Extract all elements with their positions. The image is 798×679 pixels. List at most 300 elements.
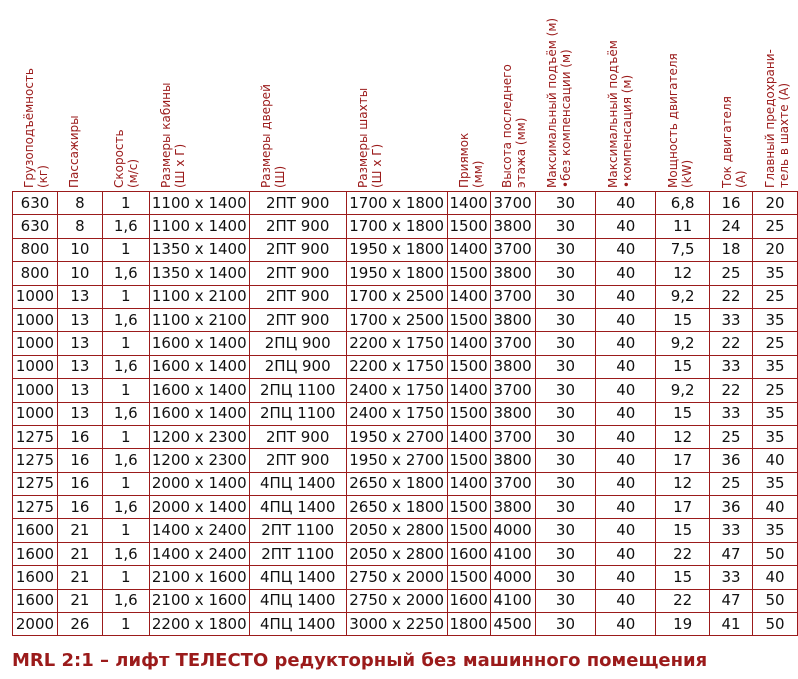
cell-passengers: 13 <box>57 379 102 402</box>
cell-passengers: 13 <box>57 308 102 331</box>
cell-top-floor-height: 3700 <box>490 332 535 355</box>
cell-shaft-size: 1700 x 1800 <box>346 192 447 215</box>
cell-max-rise-no-comp: 30 <box>535 449 596 472</box>
cell-shaft-size: 1950 x 1800 <box>346 238 447 261</box>
cell-top-floor-height: 4100 <box>490 542 535 565</box>
cell-pit-depth: 1500 <box>447 566 490 589</box>
cell-max-rise-no-comp: 30 <box>535 589 596 612</box>
cell-shaft-size: 2650 x 1800 <box>346 496 447 519</box>
cell-motor-current: 33 <box>710 308 753 331</box>
header-line: Главный предохрани- <box>763 49 777 188</box>
cell-load-capacity: 2000 <box>13 613 58 636</box>
cell-main-fuse: 20 <box>753 238 798 261</box>
cell-max-rise-no-comp: 30 <box>535 472 596 495</box>
header-speed <box>112 0 149 188</box>
cell-load-capacity: 1600 <box>13 519 58 542</box>
header-cabin-size <box>159 0 249 188</box>
cell-motor-power: 12 <box>656 425 710 448</box>
cell-max-rise-no-comp: 30 <box>535 308 596 331</box>
header-line: Размеры шахты <box>356 87 370 188</box>
cell-passengers: 21 <box>57 519 102 542</box>
cell-door-size: 4ПЦ 1400 <box>249 589 346 612</box>
cell-cabin-size: 1100 x 1400 <box>149 215 249 238</box>
cell-passengers: 10 <box>57 238 102 261</box>
cell-passengers: 16 <box>57 496 102 519</box>
cell-max-rise-comp: 40 <box>596 215 656 238</box>
cell-load-capacity: 1000 <box>13 332 58 355</box>
cell-motor-current: 25 <box>710 425 753 448</box>
cell-motor-power: 19 <box>656 613 710 636</box>
cell-door-size: 4ПЦ 1400 <box>249 496 346 519</box>
cell-passengers: 16 <box>57 472 102 495</box>
cell-cabin-size: 1400 x 2400 <box>149 519 249 542</box>
cell-speed: 1 <box>102 425 149 448</box>
cell-speed: 1 <box>102 472 149 495</box>
cell-motor-power: 17 <box>656 449 710 472</box>
cell-main-fuse: 40 <box>753 566 798 589</box>
header-line: •без компенсации (м) <box>559 49 573 188</box>
cell-motor-current: 47 <box>710 589 753 612</box>
cell-main-fuse: 25 <box>753 285 798 308</box>
cell-speed: 1 <box>102 566 149 589</box>
cell-load-capacity: 1275 <box>13 449 58 472</box>
cell-cabin-size: 2000 x 1400 <box>149 472 249 495</box>
cell-motor-power: 15 <box>656 402 710 425</box>
cell-max-rise-no-comp: 30 <box>535 379 596 402</box>
header-top-floor-height <box>500 0 535 188</box>
cell-max-rise-comp: 40 <box>596 519 656 542</box>
cell-max-rise-comp: 40 <box>596 542 656 565</box>
header-line: Высота последнего <box>500 64 514 188</box>
cell-main-fuse: 40 <box>753 496 798 519</box>
cell-pit-depth: 1500 <box>447 215 490 238</box>
cell-pit-depth: 1400 <box>447 238 490 261</box>
cell-main-fuse: 50 <box>753 613 798 636</box>
cell-max-rise-no-comp: 30 <box>535 425 596 448</box>
table-row <box>13 308 798 331</box>
table-row <box>13 192 798 215</box>
cell-motor-current: 25 <box>710 472 753 495</box>
cell-motor-power: 7,5 <box>656 238 710 261</box>
cell-shaft-size: 2050 x 2800 <box>346 542 447 565</box>
cell-passengers: 16 <box>57 449 102 472</box>
cell-cabin-size: 1400 x 2400 <box>149 542 249 565</box>
cell-max-rise-no-comp: 30 <box>535 285 596 308</box>
table-row <box>13 262 798 285</box>
cell-shaft-size: 1950 x 2700 <box>346 449 447 472</box>
cell-speed: 1,6 <box>102 589 149 612</box>
cell-speed: 1 <box>102 613 149 636</box>
cell-speed: 1,6 <box>102 215 149 238</box>
cell-motor-current: 25 <box>710 262 753 285</box>
cell-motor-current: 22 <box>710 379 753 402</box>
cell-pit-depth: 1600 <box>447 589 490 612</box>
header-line: (Ш x Г) <box>173 143 187 188</box>
cell-cabin-size: 2100 x 1600 <box>149 589 249 612</box>
cell-motor-power: 22 <box>656 542 710 565</box>
cell-max-rise-no-comp: 30 <box>535 542 596 565</box>
table-row <box>13 449 798 472</box>
cell-motor-current: 33 <box>710 566 753 589</box>
cell-pit-depth: 1500 <box>447 355 490 378</box>
cell-load-capacity: 800 <box>13 262 58 285</box>
cell-max-rise-comp: 40 <box>596 355 656 378</box>
cell-passengers: 21 <box>57 589 102 612</box>
cell-speed: 1 <box>102 379 149 402</box>
header-line: Ток двигателя <box>720 96 734 188</box>
cell-main-fuse: 35 <box>753 262 798 285</box>
cell-motor-power: 9,2 <box>656 285 710 308</box>
cell-door-size: 2ПТ 900 <box>249 449 346 472</box>
lift-spec-table <box>12 191 798 636</box>
cell-speed: 1,6 <box>102 308 149 331</box>
cell-pit-depth: 1600 <box>447 542 490 565</box>
cell-top-floor-height: 4100 <box>490 589 535 612</box>
table-row <box>13 613 798 636</box>
cell-top-floor-height: 3700 <box>490 472 535 495</box>
table-caption: MRL 2:1 – лифт ТЕЛЕСТО редукторный без машинного помещения <box>12 650 708 671</box>
cell-passengers: 13 <box>57 332 102 355</box>
cell-cabin-size: 1100 x 1400 <box>149 192 249 215</box>
cell-main-fuse: 35 <box>753 425 798 448</box>
cell-max-rise-no-comp: 30 <box>535 215 596 238</box>
header-line: Пассажиры <box>67 115 81 188</box>
cell-max-rise-comp: 40 <box>596 402 656 425</box>
cell-motor-power: 11 <box>656 215 710 238</box>
cell-top-floor-height: 3800 <box>490 355 535 378</box>
cell-shaft-size: 2650 x 1800 <box>346 472 447 495</box>
cell-motor-power: 15 <box>656 519 710 542</box>
cell-max-rise-comp: 40 <box>596 496 656 519</box>
cell-max-rise-comp: 40 <box>596 285 656 308</box>
cell-passengers: 21 <box>57 566 102 589</box>
cell-cabin-size: 2000 x 1400 <box>149 496 249 519</box>
cell-main-fuse: 50 <box>753 589 798 612</box>
table-row <box>13 402 798 425</box>
cell-motor-power: 15 <box>656 566 710 589</box>
cell-load-capacity: 1275 <box>13 496 58 519</box>
cell-shaft-size: 1700 x 1800 <box>346 215 447 238</box>
cell-load-capacity: 1000 <box>13 402 58 425</box>
cell-max-rise-no-comp: 30 <box>535 519 596 542</box>
header-line: этажа (мм) <box>514 117 528 188</box>
header-motor-current <box>720 0 753 188</box>
table-row <box>13 519 798 542</box>
cell-speed: 1 <box>102 238 149 261</box>
cell-shaft-size: 2050 x 2800 <box>346 519 447 542</box>
cell-cabin-size: 1600 x 1400 <box>149 355 249 378</box>
cell-max-rise-no-comp: 30 <box>535 238 596 261</box>
cell-motor-power: 12 <box>656 472 710 495</box>
header-line: Мощность двигателя <box>666 53 680 188</box>
cell-passengers: 8 <box>57 192 102 215</box>
cell-max-rise-no-comp: 30 <box>535 566 596 589</box>
cell-pit-depth: 1400 <box>447 192 490 215</box>
cell-top-floor-height: 3700 <box>490 285 535 308</box>
table-row <box>13 425 798 448</box>
cell-cabin-size: 1100 x 2100 <box>149 285 249 308</box>
cell-load-capacity: 1600 <box>13 589 58 612</box>
header-line: тель в шахте (А) <box>777 82 791 188</box>
cell-shaft-size: 2200 x 1750 <box>346 355 447 378</box>
cell-motor-current: 18 <box>710 238 753 261</box>
header-line: Размеры дверей <box>259 84 273 188</box>
cell-top-floor-height: 3800 <box>490 308 535 331</box>
cell-speed: 1,6 <box>102 449 149 472</box>
table-row <box>13 589 798 612</box>
cell-door-size: 4ПЦ 1400 <box>249 472 346 495</box>
table-row <box>13 215 798 238</box>
cell-max-rise-comp: 40 <box>596 262 656 285</box>
cell-max-rise-comp: 40 <box>596 238 656 261</box>
cell-door-size: 2ПТ 900 <box>249 215 346 238</box>
cell-main-fuse: 25 <box>753 215 798 238</box>
cell-motor-power: 9,2 <box>656 379 710 402</box>
header-line: (А) <box>734 170 748 188</box>
table-row <box>13 285 798 308</box>
cell-door-size: 2ПТ 900 <box>249 192 346 215</box>
header-line: Грузоподъёмность <box>22 67 36 188</box>
cell-max-rise-no-comp: 30 <box>535 262 596 285</box>
cell-pit-depth: 1500 <box>447 402 490 425</box>
cell-load-capacity: 630 <box>13 215 58 238</box>
cell-cabin-size: 1100 x 2100 <box>149 308 249 331</box>
cell-max-rise-comp: 40 <box>596 589 656 612</box>
header-line: (м/с) <box>126 158 140 188</box>
cell-motor-power: 15 <box>656 355 710 378</box>
cell-cabin-size: 1600 x 1400 <box>149 332 249 355</box>
cell-max-rise-comp: 40 <box>596 379 656 402</box>
cell-motor-current: 16 <box>710 192 753 215</box>
cell-cabin-size: 1350 x 1400 <box>149 238 249 261</box>
header-line: Максимальный подъём <box>606 40 620 188</box>
cell-max-rise-no-comp: 30 <box>535 192 596 215</box>
header-pit-depth <box>457 0 490 188</box>
cell-load-capacity: 630 <box>13 192 58 215</box>
cell-top-floor-height: 3800 <box>490 449 535 472</box>
cell-shaft-size: 1950 x 2700 <box>346 425 447 448</box>
header-line: •компенсация (м) <box>620 74 634 188</box>
cell-shaft-size: 2750 x 2000 <box>346 566 447 589</box>
cell-main-fuse: 25 <box>753 332 798 355</box>
cell-cabin-size: 1350 x 1400 <box>149 262 249 285</box>
cell-cabin-size: 2200 x 1800 <box>149 613 249 636</box>
header-line: (kW) <box>680 159 694 188</box>
cell-speed: 1,6 <box>102 355 149 378</box>
cell-pit-depth: 1500 <box>447 496 490 519</box>
cell-load-capacity: 1000 <box>13 285 58 308</box>
cell-max-rise-comp: 40 <box>596 472 656 495</box>
cell-speed: 1,6 <box>102 262 149 285</box>
cell-door-size: 2ПЦ 1100 <box>249 402 346 425</box>
cell-max-rise-no-comp: 30 <box>535 496 596 519</box>
cell-pit-depth: 1400 <box>447 379 490 402</box>
cell-passengers: 13 <box>57 402 102 425</box>
cell-shaft-size: 1700 x 2500 <box>346 285 447 308</box>
header-line: (мм) <box>471 160 485 188</box>
header-line: (Ш) <box>273 165 287 188</box>
cell-load-capacity: 800 <box>13 238 58 261</box>
cell-shaft-size: 3000 x 2250 <box>346 613 447 636</box>
cell-top-floor-height: 4500 <box>490 613 535 636</box>
cell-max-rise-no-comp: 30 <box>535 402 596 425</box>
cell-speed: 1 <box>102 332 149 355</box>
table-row <box>13 379 798 402</box>
cell-passengers: 26 <box>57 613 102 636</box>
cell-main-fuse: 40 <box>753 449 798 472</box>
cell-top-floor-height: 4000 <box>490 566 535 589</box>
table-row <box>13 472 798 495</box>
cell-load-capacity: 1275 <box>13 425 58 448</box>
cell-shaft-size: 2200 x 1750 <box>346 332 447 355</box>
cell-pit-depth: 1400 <box>447 425 490 448</box>
cell-speed: 1,6 <box>102 496 149 519</box>
cell-passengers: 13 <box>57 355 102 378</box>
cell-main-fuse: 35 <box>753 519 798 542</box>
cell-motor-current: 33 <box>710 355 753 378</box>
cell-pit-depth: 1400 <box>447 332 490 355</box>
cell-top-floor-height: 3800 <box>490 262 535 285</box>
cell-motor-current: 33 <box>710 519 753 542</box>
cell-top-floor-height: 3700 <box>490 379 535 402</box>
cell-cabin-size: 2100 x 1600 <box>149 566 249 589</box>
cell-motor-power: 17 <box>656 496 710 519</box>
cell-top-floor-height: 3800 <box>490 496 535 519</box>
cell-door-size: 2ПЦ 900 <box>249 355 346 378</box>
cell-top-floor-height: 4000 <box>490 519 535 542</box>
table-row <box>13 238 798 261</box>
header-line: (кг) <box>36 165 50 188</box>
header-main-fuse <box>763 0 798 188</box>
cell-motor-current: 47 <box>710 542 753 565</box>
cell-speed: 1,6 <box>102 402 149 425</box>
cell-motor-current: 36 <box>710 496 753 519</box>
cell-main-fuse: 35 <box>753 472 798 495</box>
table-row <box>13 496 798 519</box>
cell-door-size: 2ПТ 900 <box>249 285 346 308</box>
cell-passengers: 13 <box>57 285 102 308</box>
cell-load-capacity: 1600 <box>13 542 58 565</box>
cell-speed: 1 <box>102 192 149 215</box>
cell-door-size: 2ПЦ 900 <box>249 332 346 355</box>
header-line: Максимальный подъём (м) <box>545 17 559 188</box>
cell-motor-power: 22 <box>656 589 710 612</box>
cell-top-floor-height: 3800 <box>490 402 535 425</box>
cell-motor-power: 9,2 <box>656 332 710 355</box>
cell-door-size: 2ПТ 900 <box>249 308 346 331</box>
cell-max-rise-comp: 40 <box>596 308 656 331</box>
cell-pit-depth: 1800 <box>447 613 490 636</box>
cell-max-rise-comp: 40 <box>596 613 656 636</box>
header-door-size <box>259 0 346 188</box>
cell-top-floor-height: 3700 <box>490 425 535 448</box>
cell-main-fuse: 50 <box>753 542 798 565</box>
cell-max-rise-comp: 40 <box>596 449 656 472</box>
header-line: Скорость <box>112 129 126 188</box>
cell-top-floor-height: 3700 <box>490 238 535 261</box>
cell-motor-power: 15 <box>656 308 710 331</box>
cell-pit-depth: 1500 <box>447 308 490 331</box>
cell-load-capacity: 1275 <box>13 472 58 495</box>
header-line: Приямок <box>457 132 471 188</box>
cell-max-rise-comp: 40 <box>596 566 656 589</box>
cell-max-rise-no-comp: 30 <box>535 332 596 355</box>
cell-door-size: 4ПЦ 1400 <box>249 566 346 589</box>
cell-motor-current: 22 <box>710 285 753 308</box>
cell-max-rise-no-comp: 30 <box>535 355 596 378</box>
cell-pit-depth: 1400 <box>447 472 490 495</box>
cell-motor-current: 41 <box>710 613 753 636</box>
cell-main-fuse: 25 <box>753 379 798 402</box>
cell-load-capacity: 1000 <box>13 355 58 378</box>
header-line: Размеры кабины <box>159 82 173 188</box>
header-load-capacity <box>22 0 57 188</box>
cell-shaft-size: 2750 x 2000 <box>346 589 447 612</box>
header-passengers <box>67 0 102 188</box>
cell-top-floor-height: 3800 <box>490 215 535 238</box>
header-max-rise-no-comp <box>545 0 596 188</box>
header-shaft-size <box>356 0 447 188</box>
cell-pit-depth: 1500 <box>447 519 490 542</box>
cell-door-size: 4ПЦ 1400 <box>249 613 346 636</box>
cell-speed: 1,6 <box>102 542 149 565</box>
cell-main-fuse: 35 <box>753 355 798 378</box>
cell-door-size: 2ПТ 900 <box>249 238 346 261</box>
table-row <box>13 542 798 565</box>
cell-passengers: 16 <box>57 425 102 448</box>
cell-passengers: 10 <box>57 262 102 285</box>
cell-main-fuse: 35 <box>753 402 798 425</box>
cell-cabin-size: 1600 x 1400 <box>149 402 249 425</box>
cell-max-rise-comp: 40 <box>596 425 656 448</box>
cell-door-size: 2ПТ 900 <box>249 262 346 285</box>
cell-shaft-size: 1700 x 2500 <box>346 308 447 331</box>
cell-cabin-size: 1200 x 2300 <box>149 425 249 448</box>
table-row <box>13 332 798 355</box>
header-max-rise-comp <box>606 0 656 188</box>
cell-max-rise-comp: 40 <box>596 192 656 215</box>
cell-motor-current: 24 <box>710 215 753 238</box>
cell-load-capacity: 1000 <box>13 379 58 402</box>
cell-main-fuse: 20 <box>753 192 798 215</box>
cell-door-size: 2ПТ 900 <box>249 425 346 448</box>
cell-cabin-size: 1200 x 2300 <box>149 449 249 472</box>
cell-speed: 1 <box>102 285 149 308</box>
cell-motor-power: 12 <box>656 262 710 285</box>
cell-main-fuse: 35 <box>753 308 798 331</box>
cell-shaft-size: 2400 x 1750 <box>346 379 447 402</box>
cell-door-size: 2ПТ 1100 <box>249 542 346 565</box>
cell-pit-depth: 1400 <box>447 285 490 308</box>
table-row <box>13 566 798 589</box>
cell-max-rise-no-comp: 30 <box>535 613 596 636</box>
cell-load-capacity: 1600 <box>13 566 58 589</box>
cell-passengers: 8 <box>57 215 102 238</box>
cell-door-size: 2ПТ 1100 <box>249 519 346 542</box>
cell-max-rise-comp: 40 <box>596 332 656 355</box>
cell-motor-current: 33 <box>710 402 753 425</box>
cell-shaft-size: 2400 x 1750 <box>346 402 447 425</box>
cell-top-floor-height: 3700 <box>490 192 535 215</box>
cell-pit-depth: 1500 <box>447 449 490 472</box>
cell-load-capacity: 1000 <box>13 308 58 331</box>
cell-speed: 1 <box>102 519 149 542</box>
table-row <box>13 355 798 378</box>
cell-pit-depth: 1500 <box>447 262 490 285</box>
cell-motor-current: 36 <box>710 449 753 472</box>
header-line: (Ш x Г) <box>370 143 384 188</box>
cell-door-size: 2ПЦ 1100 <box>249 379 346 402</box>
